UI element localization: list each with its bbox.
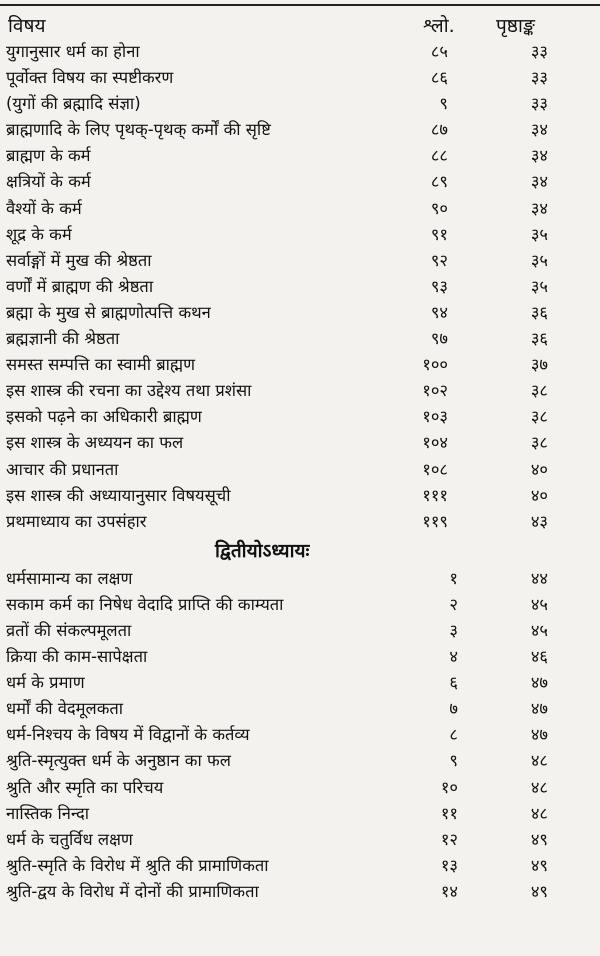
entry-page: ३३	[530, 68, 548, 88]
index-entry	[0, 402, 600, 428]
chapter-1-list	[0, 37, 600, 533]
entry-page: ४०	[530, 485, 548, 505]
entry-shloka: १११	[422, 485, 448, 505]
entry-shloka: ८	[449, 725, 458, 745]
entry-topic: ब्राह्मणादि के लिए पृथक्-पृथक् कर्मों की सृष्टि	[6, 120, 271, 140]
entry-topic: इस शास्त्र के अध्ययन का फल	[6, 433, 184, 453]
index-entry	[0, 481, 600, 507]
entry-topic: समस्त सम्पत्ति का स्वामी ब्राह्मण	[6, 355, 196, 375]
entry-page: ३४	[530, 120, 548, 140]
index-entry	[0, 877, 600, 903]
entry-page: ३८	[530, 407, 548, 427]
entry-page: ३८	[530, 433, 548, 453]
entry-topic: ब्रह्मज्ञानी की श्रेष्ठता	[6, 329, 120, 349]
index-entry	[0, 694, 600, 720]
index-entry	[0, 324, 600, 350]
index-list	[0, 37, 600, 903]
entry-shloka: ११९	[422, 511, 448, 531]
entry-topic: धर्म के प्रमाण	[6, 673, 85, 693]
entry-topic: क्षत्रियों के कर्म	[6, 172, 91, 192]
chapter-2-title: द्वितीयोऽध्यायः	[215, 539, 310, 562]
index-entry	[0, 376, 600, 402]
page-column-header: पृष्ठाङ्क	[496, 15, 535, 37]
index-entry	[0, 272, 600, 298]
entry-topic: धर्मों की वेदमूलकता	[6, 699, 124, 719]
index-entry	[0, 746, 600, 772]
entry-shloka: ९०	[430, 198, 448, 218]
entry-page: ३६	[530, 329, 548, 349]
entry-page: ३३	[530, 94, 548, 114]
shloka-column-header: श्लो.	[423, 15, 455, 37]
entry-shloka: १०२	[422, 381, 448, 401]
entry-topic: आचार की प्रधानता	[6, 459, 119, 479]
entry-shloka: १२	[440, 829, 458, 849]
index-entry	[0, 350, 600, 376]
entry-shloka: १०८	[422, 459, 448, 479]
index-entry	[0, 507, 600, 533]
entry-page: ४८	[530, 803, 548, 823]
index-entry	[0, 246, 600, 272]
entry-page: ४८	[530, 777, 548, 797]
topic-column-header: विषय	[8, 15, 46, 37]
entry-page: ४९	[530, 829, 548, 849]
index-entry	[0, 720, 600, 746]
entry-topic: श्रुति-स्मृति के विरोध में श्रुति की प्रामाणिकता	[6, 855, 269, 875]
entry-shloka: ८७	[430, 120, 448, 140]
entry-page: ३५	[530, 276, 548, 296]
entry-topic: युगानुसार धर्म का होना	[6, 42, 140, 61]
entry-topic: (युगों की ब्रह्मादि संज्ञा)	[6, 94, 141, 114]
entry-page: ४७	[530, 673, 548, 693]
entry-shloka: ८५	[430, 42, 448, 61]
index-entry	[0, 63, 600, 89]
index-entry	[0, 194, 600, 220]
entry-topic: व्रतों की संकल्पमूलता	[6, 620, 132, 640]
entry-topic: सकाम कर्म का निषेध वेदादि प्राप्ति की काम्यता	[6, 594, 284, 614]
entry-page: ३६	[530, 302, 548, 322]
entry-topic: वैश्यों के कर्म	[6, 198, 82, 218]
entry-page: ३८	[530, 381, 548, 401]
chapter-2-heading	[0, 533, 600, 564]
entry-topic: श्रुति और स्मृति का परिचय	[6, 777, 164, 797]
entry-topic: श्रुति-द्वय के विरोध में दोनों की प्रामाणिकता	[6, 881, 259, 901]
index-entry	[0, 89, 600, 115]
entry-page: ३४	[530, 198, 548, 218]
entry-shloka: ९	[449, 751, 458, 771]
entry-shloka: ८६	[430, 68, 448, 88]
entry-page: ३५	[530, 250, 548, 270]
entry-topic: ब्राह्मण के कर्म	[6, 146, 91, 166]
index-entry	[0, 773, 600, 799]
entry-topic: इसको पढ़ने का अधिकारी ब्राह्मण	[6, 407, 202, 427]
entry-shloka: २	[449, 594, 458, 614]
entry-topic: वर्णों में ब्राह्मण की श्रेष्ठता	[6, 276, 154, 296]
entry-shloka: १०	[440, 777, 458, 797]
entry-topic: इस शास्त्र की रचना का उद्देश्य तथा प्रशंसा	[6, 381, 252, 401]
entry-page: ४४	[530, 568, 548, 588]
index-entry	[0, 642, 600, 668]
entry-page: ४७	[530, 725, 548, 745]
entry-shloka: १	[449, 568, 458, 588]
index-entry	[0, 564, 600, 590]
index-entry	[0, 825, 600, 851]
entry-page: ४३	[530, 511, 548, 531]
entry-page: ४६	[530, 647, 548, 667]
entry-shloka: १४	[440, 881, 458, 901]
index-entry	[0, 590, 600, 616]
entry-shloka: ९१	[430, 224, 448, 244]
entry-shloka: १०३	[422, 407, 448, 427]
entry-page: ४५	[530, 620, 548, 640]
entry-shloka: ९२	[430, 250, 448, 270]
chapter-2-list	[0, 564, 600, 903]
index-entry	[0, 220, 600, 246]
index-entry	[0, 167, 600, 193]
index-header	[0, 12, 600, 36]
entry-topic: श्रुति-स्मृत्युक्त धर्म के अनुष्ठान का फल	[6, 751, 231, 771]
index-entry	[0, 851, 600, 877]
entry-topic: प्रथमाध्याय का उपसंहार	[6, 511, 147, 531]
entry-page: ३३	[530, 42, 548, 61]
entry-shloka: ७	[449, 699, 458, 719]
entry-page: ४८	[530, 751, 548, 771]
entry-topic: सर्वाङ्गों में मुख की श्रेष्ठता	[6, 250, 152, 270]
entry-topic: नास्तिक निन्दा	[6, 803, 90, 823]
index-entry	[0, 115, 600, 141]
entry-shloka: ४	[449, 647, 458, 667]
entry-shloka: ९७	[430, 329, 448, 349]
entry-page: ४९	[530, 855, 548, 875]
entry-page: ४०	[530, 459, 548, 479]
index-entry	[0, 799, 600, 825]
entry-shloka: ८८	[430, 146, 448, 166]
index-entry	[0, 455, 600, 481]
entry-page: ३४	[530, 146, 548, 166]
entry-shloka: १००	[422, 355, 448, 375]
index-entry	[0, 298, 600, 324]
entry-topic: क्रिया की काम-सापेक्षता	[6, 647, 148, 667]
entry-page: ४५	[530, 594, 548, 614]
entry-shloka: ९४	[430, 302, 448, 322]
entry-shloka: ३	[449, 620, 458, 640]
entry-page: ३५	[530, 224, 548, 244]
entry-page: ४९	[530, 881, 548, 901]
index-entry	[0, 668, 600, 694]
entry-shloka: ९३	[430, 276, 448, 296]
entry-topic: ब्रह्मा के मुख से ब्राह्मणोत्पत्ति कथन	[6, 302, 211, 322]
entry-shloka: १३	[440, 855, 458, 875]
entry-page: ३४	[530, 172, 548, 192]
entry-shloka: १०४	[422, 433, 448, 453]
entry-topic: धर्म-निश्चय के विषय में विद्वानों के कर्तव्य	[6, 725, 250, 745]
entry-topic: पूर्वोक्त विषय का स्पष्टीकरण	[6, 68, 174, 88]
entry-shloka: ९	[439, 94, 448, 114]
entry-shloka: ११	[440, 803, 458, 823]
entry-topic: इस शास्त्र की अध्यायानुसार विषयसूची	[6, 485, 231, 505]
entry-shloka: ६	[449, 673, 458, 693]
entry-shloka: ८९	[430, 172, 448, 192]
index-entry	[0, 37, 600, 63]
index-entry	[0, 428, 600, 454]
top-rule	[0, 4, 600, 6]
index-entry	[0, 616, 600, 642]
entry-topic: धर्म के चतुर्विध लक्षण	[6, 829, 133, 849]
entry-page: ३७	[530, 355, 548, 375]
entry-topic: धर्मसामान्य का लक्षण	[6, 568, 133, 588]
entry-topic: शूद्र के कर्म	[6, 224, 72, 244]
entry-page: ४७	[530, 699, 548, 719]
index-entry	[0, 141, 600, 167]
